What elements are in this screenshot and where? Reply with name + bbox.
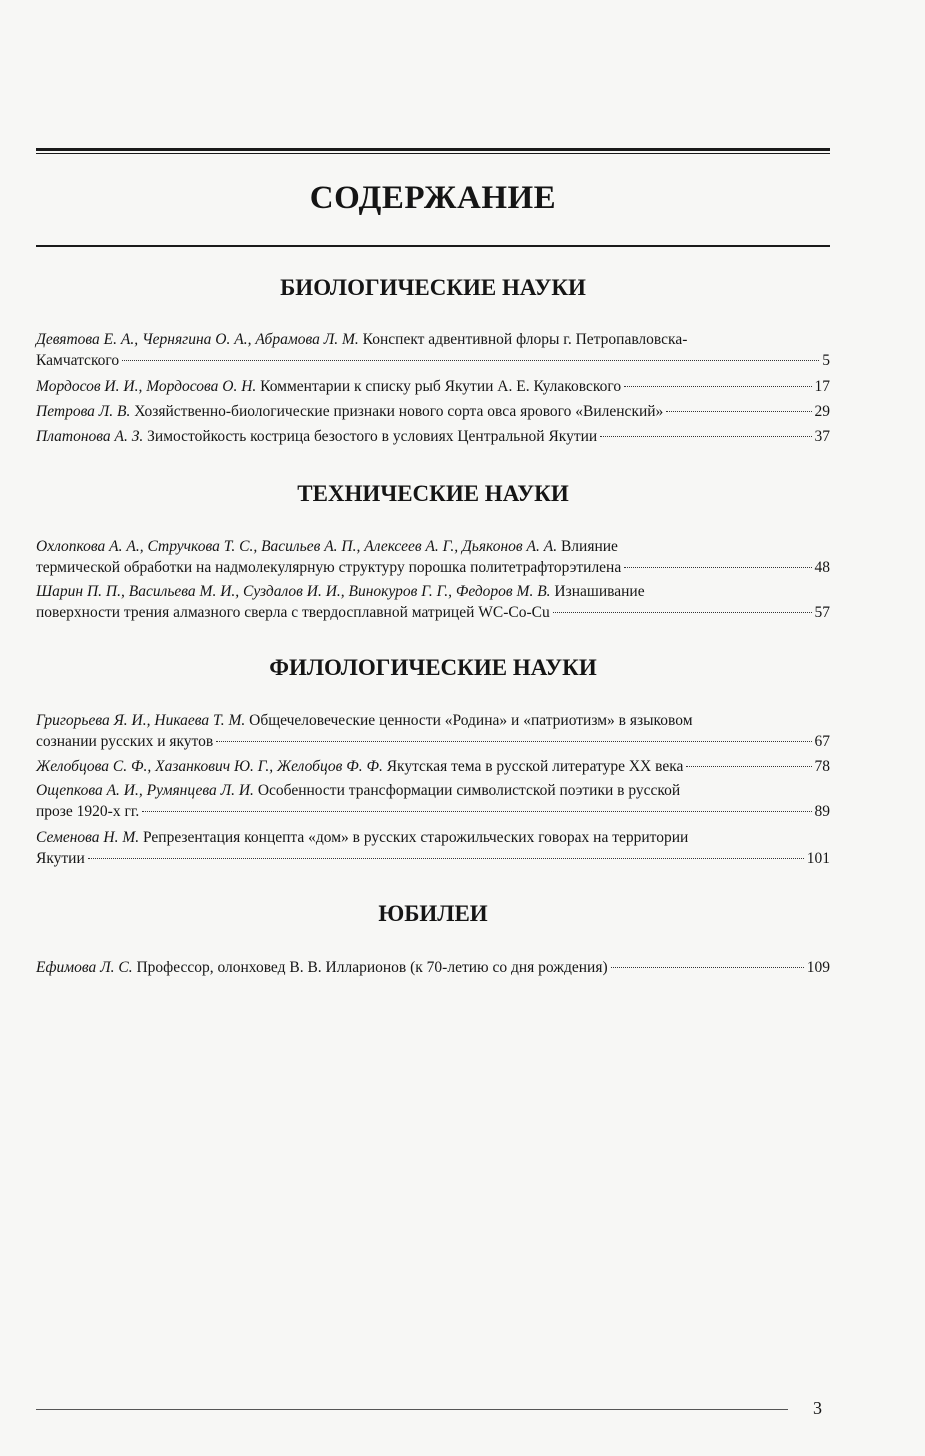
toc-entry[interactable] (36, 426, 830, 447)
footer-rule (36, 1409, 788, 1410)
dot-leader (600, 436, 811, 437)
toc-entry[interactable] (36, 581, 830, 623)
entry-page-number: 48 (814, 559, 830, 576)
entry-authors: Охлопкова А. А., Стручкова Т. С., Васильев А. П., Алексеев А. Г., Дьяконов А. А. (36, 538, 558, 555)
section-heading-biology: БИОЛОГИЧЕСКИЕ НАУКИ (280, 275, 586, 300)
toc-entry[interactable] (36, 827, 830, 869)
entry-authors: Ефимова Л. С. (36, 959, 133, 976)
toc-entry[interactable] (36, 536, 830, 578)
toc-entry[interactable] (36, 329, 830, 371)
entry-title: Комментарии к списку рыб Якутии А. Е. Кулаковского (260, 378, 622, 395)
section-heading-technical: ТЕХНИЧЕСКИЕ НАУКИ (297, 481, 569, 506)
toc-entry[interactable] (36, 710, 830, 752)
entry-page-number: 57 (814, 604, 830, 621)
section-heading-philology: ФИЛОЛОГИЧЕСКИЕ НАУКИ (269, 655, 597, 680)
entry-page-number: 17 (814, 378, 830, 395)
top-rule-thick (36, 148, 830, 151)
toc-entry[interactable] (36, 780, 830, 822)
entry-title: Зимостойкость кострица безостого в условиях Центральной Якутии (147, 428, 598, 445)
entry-authors: Желобцова С. Ф., Хазанкович Ю. Г., Желобцов Ф. Ф. (36, 758, 383, 775)
page-number: 3 (813, 1398, 822, 1418)
entry-title-line1: Особенности трансформации символистской поэтики в русской (257, 782, 681, 799)
entry-page-number: 101 (806, 850, 830, 867)
entry-title-line2: прозе 1920-х гг. (36, 803, 140, 820)
entry-page-number: 37 (814, 428, 830, 445)
entry-title-line2: термической обработки на надмолекулярную структуру порошка политетрафторэтилена (36, 559, 622, 576)
entry-title: Профессор, олонховед В. В. Илларионов (к 70-летию со дня рождения) (136, 959, 608, 976)
entry-title-line1: Репрезентация концепта «дом» в русских старожильческих говорах на территории (143, 829, 689, 846)
entry-title-line2: поверхности трения алмазного сверла с твердосплавной матрицей WC-Co-Cu (36, 604, 550, 621)
entry-authors: Ощепкова А. И., Румянцева Л. И. (36, 782, 254, 799)
dot-leader (666, 411, 811, 412)
title-underline (36, 245, 830, 247)
entry-title: Хозяйственно-биологические признаки нового сорта овса ярового «Виленский» (134, 403, 664, 420)
dot-leader (122, 360, 819, 361)
entry-title: Якутская тема в русской литературе XX века (386, 758, 684, 775)
entry-authors: Петрова Л. В. (36, 403, 131, 420)
page-title: СОДЕРЖАНИЕ (309, 180, 557, 216)
section-heading-jubilees: ЮБИЛЕИ (378, 901, 488, 926)
entry-page-number: 109 (806, 959, 830, 976)
entry-title-line1: Влияние (560, 538, 618, 555)
dot-leader (142, 811, 811, 812)
entry-authors: Григорьева Я. И., Никаева Т. М. (36, 712, 246, 729)
dot-leader (216, 741, 811, 742)
toc-entry[interactable] (36, 401, 830, 422)
entry-authors: Шарин П. П., Васильева М. И., Суздалов И. И., Винокуров Г. Г., Федоров М. В. (36, 583, 551, 600)
entry-page-number: 78 (814, 758, 830, 775)
entry-authors: Платонова А. З. (36, 428, 144, 445)
entry-title-line2: сознании русских и якутов (36, 733, 214, 750)
dot-leader (88, 858, 804, 859)
entry-page-number: 89 (814, 803, 830, 820)
entry-page-number: 5 (822, 352, 830, 369)
entry-title-line2: Камчатского (36, 352, 120, 369)
toc-entry[interactable] (36, 756, 830, 777)
entry-title-line1: Конспект адвентивной флоры г. Петропавловска- (362, 331, 688, 348)
top-rule-thin (36, 153, 830, 154)
toc-entry[interactable] (36, 376, 830, 397)
dot-leader (624, 386, 811, 387)
entry-authors: Мордосов И. И., Мордосова О. Н. (36, 378, 257, 395)
dot-leader (611, 967, 804, 968)
entry-page-number: 29 (814, 403, 830, 420)
entry-page-number: 67 (814, 733, 830, 750)
dot-leader (686, 766, 811, 767)
entry-title-line1: Изнашивание (554, 583, 645, 600)
entry-authors: Девятова Е. А., Чернягина О. А., Абрамова Л. М. (36, 331, 359, 348)
entry-title-line2: Якутии (36, 850, 85, 867)
entry-title-line1: Общечеловеческие ценности «Родина» и «патриотизм» в языковом (249, 712, 693, 729)
toc-entry[interactable] (36, 957, 830, 978)
entry-authors: Семенова Н. М. (36, 829, 140, 846)
dot-leader (553, 612, 812, 613)
dot-leader (624, 567, 811, 568)
